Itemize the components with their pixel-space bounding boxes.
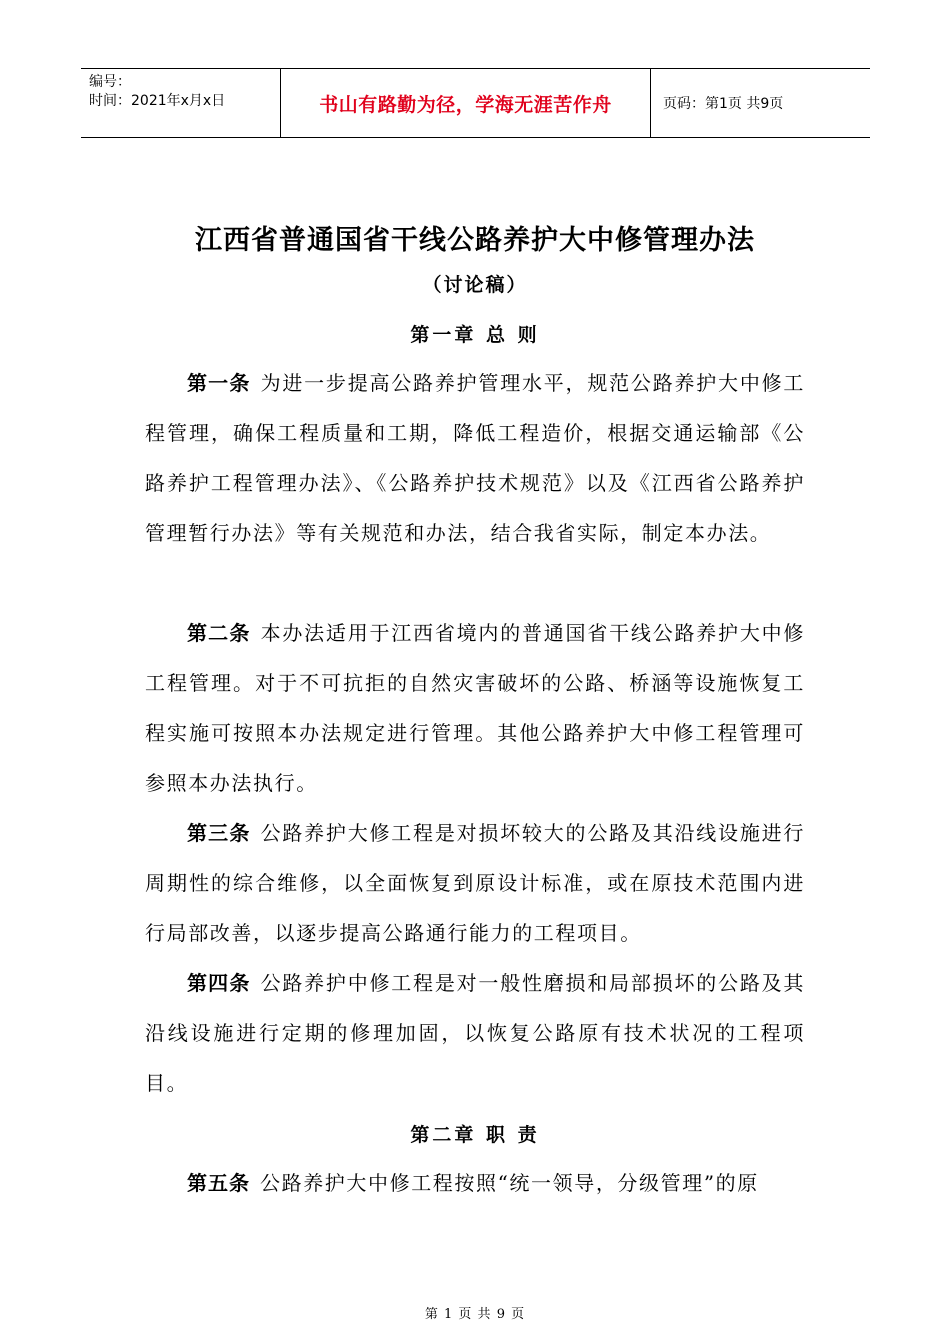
article-label: 第三条 (187, 821, 251, 845)
article-label: 第四条 (187, 971, 251, 995)
article-4 (145, 958, 805, 1108)
article-3 (145, 808, 805, 958)
time-label: 时间：2021年x月x日 (89, 93, 226, 109)
article-text: 公路养护大中修工程按照“统一领导，分级管理”的原 (260, 1171, 759, 1195)
document-header-table (81, 68, 870, 138)
page-footer: 第 1 页 共 9 页 (424, 1307, 526, 1322)
article-1 (145, 358, 805, 558)
number-label: 编号： (89, 74, 131, 90)
article-text: 本办法适用于江西省境内的普通国省干线公路养护大中修工程管理。对于不可抗拒的自然灾害破坏的公路、桥涵等设施恢复工程实施可按照本办法规定进行管理。其他公路养护大中修工程管理可参照本办法执行。 (145, 621, 806, 795)
chapter-heading-1: 第一章 总 则 (410, 324, 540, 346)
article-text: 公路养护大修工程是对损坏较大的公路及其沿线设施进行周期性的综合维修，以全面恢复到原设计标准，或在原技术范围内进行局部改善，以逐步提高公路通行能力的工程项目。 (145, 821, 806, 945)
document-subtitle: （讨论稿） (422, 274, 528, 296)
chapter-heading-2: 第二章 职 责 (410, 1124, 540, 1146)
article-label: 第二条 (187, 621, 251, 645)
page-code: 页码：第1页 共9页 (663, 96, 784, 112)
header-meta-cell (81, 69, 281, 137)
document-title: 江西省普通国省干线公路养护大中修管理办法 (195, 225, 755, 256)
article-label: 第五条 (187, 1171, 250, 1195)
article-2 (145, 608, 805, 808)
motto-text: 书山有路勤为径，学海无涯苦作舟 (319, 93, 612, 116)
header-motto-cell (281, 69, 651, 137)
article-text: 为进一步提高公路养护管理水平，规范公路养护大中修工程管理，确保工程质量和工期，降低工程造价，根据交通运输部《公路养护工程管理办法》、《公路养护技术规范》以及《江西省公路养护管理暂行办法》等有关规范和办法，结合我省实际，制定本办法。 (145, 371, 806, 545)
article-5 (145, 1158, 805, 1208)
article-label: 第一条 (187, 371, 251, 395)
article-text: 公路养护中修工程是对一般性磨损和局部损坏的公路及其沿线设施进行定期的修理加固，以恢复公路原有技术状况的工程项目。 (145, 971, 806, 1095)
header-page-cell (651, 69, 870, 137)
